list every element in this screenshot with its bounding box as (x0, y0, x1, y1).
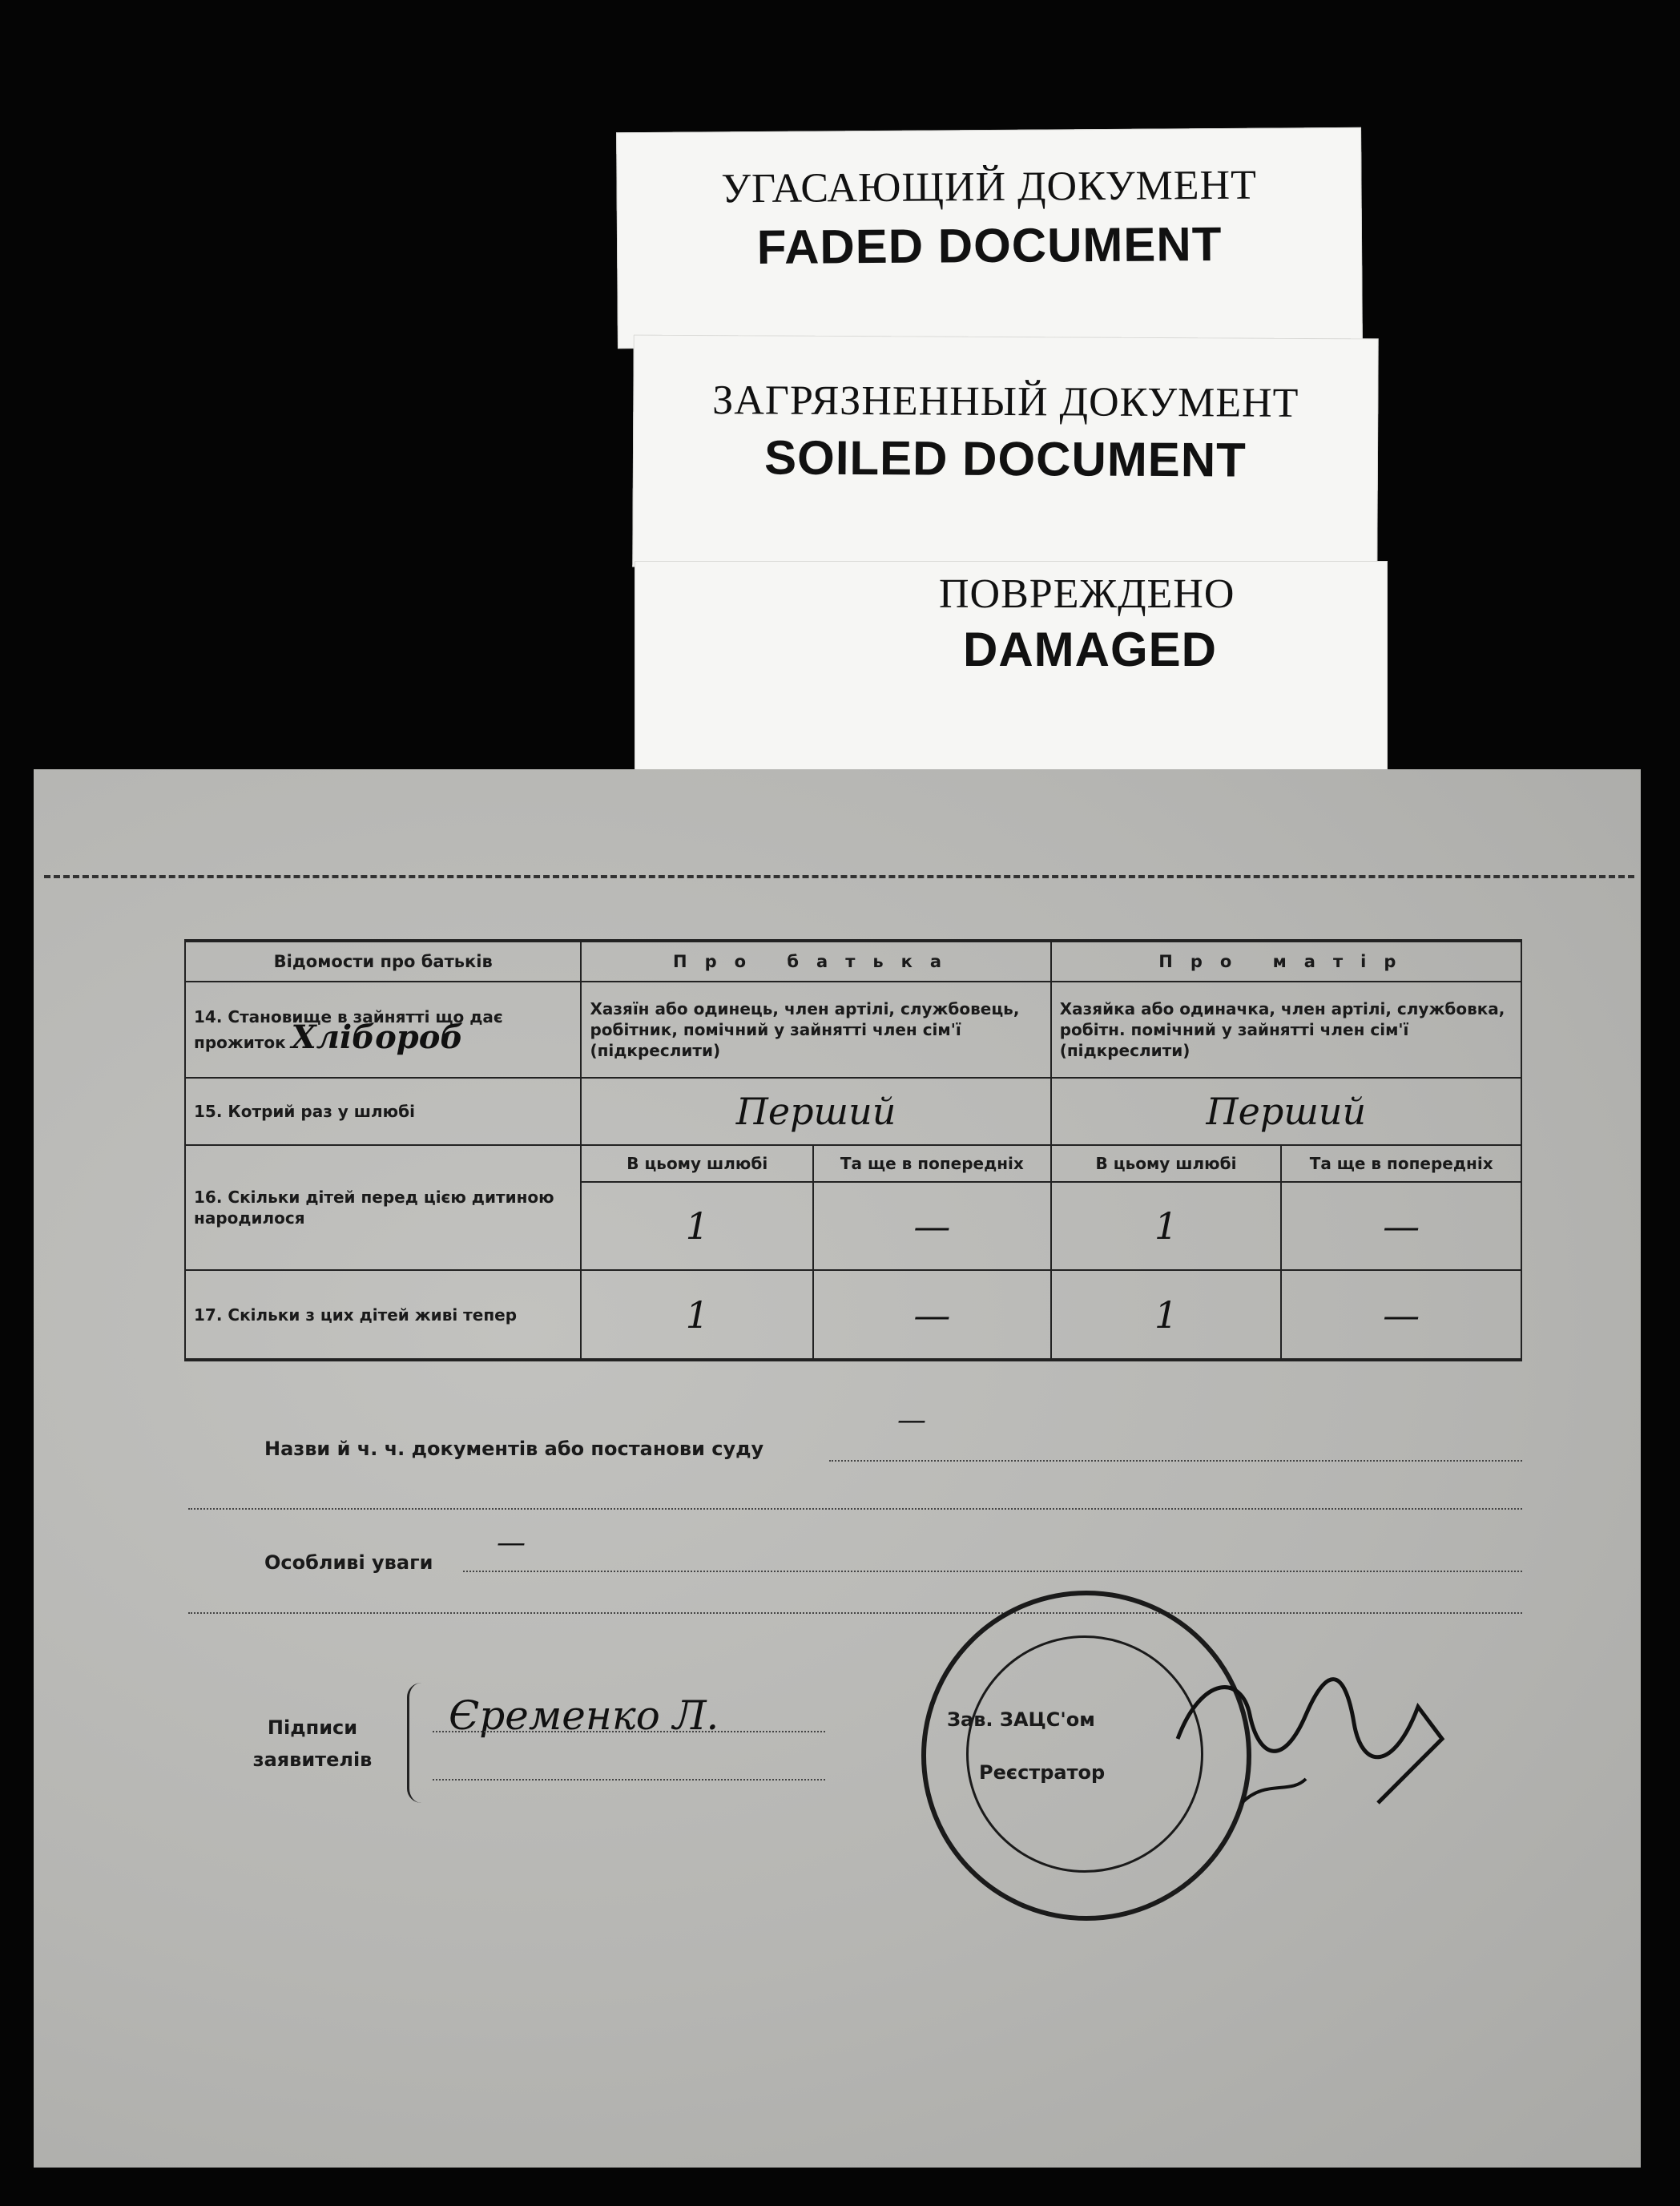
notice-en: SOILED DOCUMENT (763, 430, 1247, 487)
row17-mother-previous: — (1281, 1270, 1521, 1360)
registrar-label: Реєстратор (979, 1761, 1106, 1784)
notice-ru: ПОВРЕЖДЕНО (939, 571, 1235, 617)
damaged-notice (635, 561, 1388, 771)
row16-label: 16. Скільки дітей перед цією дитиною народилося (185, 1145, 581, 1270)
table-header (185, 941, 1521, 982)
head-registry-label: Зав. ЗАЦС'ом (947, 1708, 1095, 1731)
header-parents-info: Відомости про батьків (185, 941, 581, 982)
remarks-label: Особливі уваги (264, 1551, 433, 1574)
handwritten-text: Перший (735, 1090, 896, 1133)
documents-line (829, 1460, 1522, 1462)
subheader-previous-father: Та ще в попередніх (813, 1145, 1051, 1182)
signature-line-2 (433, 1779, 825, 1781)
row17-father-this: 1 (581, 1270, 813, 1360)
table-row (185, 1145, 1521, 1182)
documents-label: Назви й ч. ч. документів або постанови суду (264, 1438, 764, 1460)
subheader-this-marriage-father: В цьому шлюбі (581, 1145, 813, 1182)
handwritten-text: Перший (1206, 1090, 1367, 1133)
row15-label: 15. Котрий раз у шлюбі (185, 1078, 581, 1145)
row16-father-this: 1 (581, 1182, 813, 1270)
row16-father-previous: — (813, 1182, 1051, 1270)
notice-ru: УГАСАЮЩИЙ ДОКУМЕНТ (721, 162, 1258, 212)
perforation-line (44, 875, 1634, 878)
parents-table (184, 939, 1522, 1361)
row14-father: Хазяїн або одинець, член артілі, службовець, робітник, помічний у зайнятті член сім'ї (підкреслити) (581, 982, 1050, 1078)
parents-info-form (184, 939, 1522, 1361)
signature-brace (407, 1683, 427, 1803)
row14-mother: Хазяйка або одиначка, член артілі, службовка, робітн. помічний у зайнятті член сім'ї (підкреслити) (1051, 982, 1521, 1078)
row15-mother-value (1051, 1078, 1521, 1145)
row14-label-text: 14. Становище в зайнятті що дає прожиток (194, 1007, 503, 1052)
remarks-dash: — (497, 1526, 526, 1559)
signatures-label: Підписи заявителів (252, 1716, 373, 1771)
table-row (185, 1270, 1521, 1360)
notice-ru: ЗАГРЯЗНЕННЫЙ ДОКУМЕНТ (712, 377, 1299, 426)
soiled-document-notice (632, 335, 1379, 571)
row14-handwritten-value: Хлібороб (291, 1018, 464, 1056)
faded-document-notice (616, 127, 1363, 349)
remarks-line-2 (188, 1612, 1522, 1614)
remarks-line (463, 1571, 1522, 1572)
row17-label: 17. Скільки з цих дітей живі тепер (185, 1270, 581, 1360)
header-mother: Про матір (1051, 941, 1521, 982)
row17-father-previous: — (813, 1270, 1051, 1360)
notice-en: FADED DOCUMENT (756, 216, 1223, 275)
table-row (185, 982, 1521, 1078)
row14-label (185, 982, 581, 1078)
official-signature (1154, 1643, 1458, 1835)
subheader-this-marriage-mother: В цьому шлюбі (1051, 1145, 1282, 1182)
table-row (185, 1078, 1521, 1145)
row17-mother-this: 1 (1051, 1270, 1282, 1360)
documents-dash: — (897, 1404, 926, 1437)
notice-en: DAMAGED (963, 623, 1217, 676)
row16-mother-this: 1 (1051, 1182, 1282, 1270)
subheader-previous-mother: Та ще в попередніх (1281, 1145, 1521, 1182)
signature-line (433, 1731, 825, 1732)
header-father: Про батька (581, 941, 1050, 982)
documents-line-2 (188, 1508, 1522, 1510)
row15-father-value (581, 1078, 1050, 1145)
applicant-signature: Єременко Л. (449, 1692, 719, 1739)
row16-mother-previous: — (1281, 1182, 1521, 1270)
